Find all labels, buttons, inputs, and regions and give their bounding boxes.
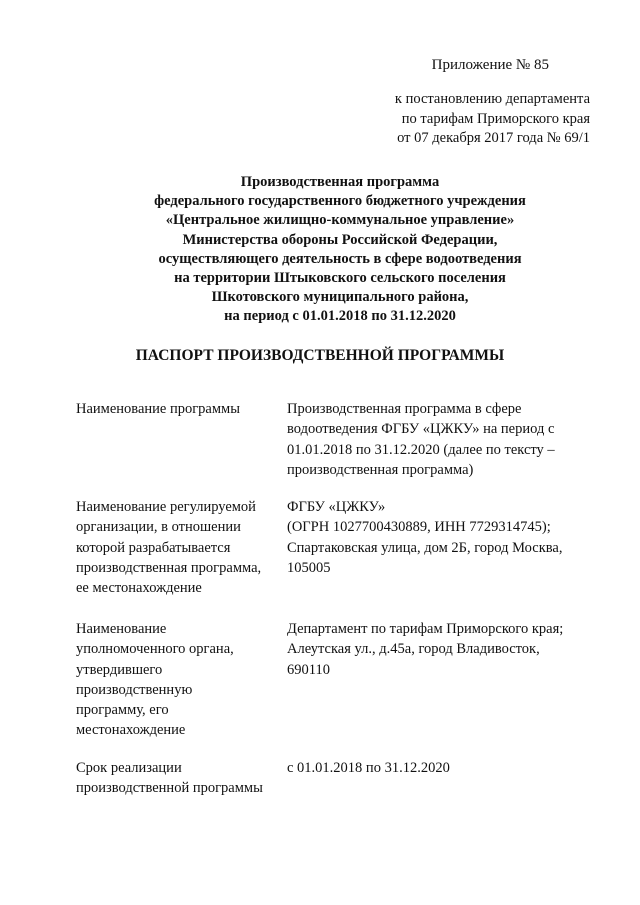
row-value-line: с 01.01.2018 по 31.12.2020 (287, 760, 450, 776)
passport-heading: ПАСПОРТ ПРОИЗВОДСТВЕННОЙ ПРОГРАММЫ (135, 347, 505, 364)
row-label-line: Наименование (76, 621, 167, 637)
row-value-line: Департамент по тарифам Приморского края; (287, 621, 564, 637)
title-line: на территории Штыковского сельского поселения (174, 270, 506, 287)
row-label-line: уполномоченного органа, (76, 641, 234, 658)
row-value (287, 497, 587, 578)
row-value-line: Производственная программа в сфере (287, 401, 522, 417)
row-label (76, 497, 281, 598)
row-label (76, 619, 281, 741)
row-value-line: 690110 (287, 661, 330, 678)
row-label-line: местонахождение (76, 722, 186, 739)
row-label-line: Наименование регулируемой (76, 499, 256, 515)
title-line: федерального государственного бюджетного учреждения (154, 193, 526, 210)
row-label (76, 758, 281, 799)
row-value-line: Спартаковская улица, дом 2Б, город Москва, (287, 539, 563, 556)
row-value-line: Алеутская ул., д.45а, город Владивосток, (287, 641, 540, 658)
row-label-line: программу, его (76, 702, 169, 719)
row-label-line: производственную (76, 681, 193, 698)
title-line: Шкотовского муниципального района, (211, 289, 469, 306)
row-value-line: (ОГРН 1027700430889, ИНН 7729314745); (287, 519, 551, 536)
title-line: Производственная программа (240, 174, 440, 190)
row-value (287, 399, 587, 480)
row-label-line: ее местонахождение (76, 580, 202, 597)
row-label-line: которой разрабатывается (76, 539, 231, 556)
row-value-line: водоотведения ФГБУ «ЦЖКУ» на период с (287, 421, 555, 438)
row-value-line: 01.01.2018 по 31.12.2020 (далее по тексту – (287, 441, 555, 458)
row-label-line: утвердившего (76, 661, 163, 678)
appendix-number: Приложение № 85 (431, 57, 549, 73)
appendix-reference-line: по тарифам Приморского края (401, 110, 590, 127)
row-label-line: производственная программа, (76, 559, 262, 576)
row-value-line: 105005 (287, 559, 331, 576)
row-value (287, 758, 587, 778)
title-line: на период с 01.01.2018 по 31.12.2020 (224, 308, 456, 325)
row-label-line: Наименование программы (76, 401, 240, 417)
document-title (80, 173, 600, 327)
appendix-reference-line: к постановлению департамента (394, 91, 590, 107)
appendix-reference-line: от 07 декабря 2017 года № 69/1 (397, 130, 590, 146)
row-label-line: Срок реализации (76, 760, 182, 776)
title-line: Министерства обороны Российской Федерации, (182, 231, 498, 248)
row-label-line: производственной программы (76, 780, 263, 797)
row-value (287, 619, 587, 680)
appendix-reference (395, 90, 590, 149)
title-line: «Центральное жилищно-коммунальное управление» (165, 212, 515, 229)
row-label-line: организации, в отношении (76, 519, 241, 536)
row-value-line: ФГБУ «ЦЖКУ» (287, 499, 386, 515)
title-line: осуществляющего деятельность в сфере водоотведения (158, 250, 522, 267)
row-value-line: производственная программа) (287, 461, 474, 478)
row-label (76, 399, 281, 419)
